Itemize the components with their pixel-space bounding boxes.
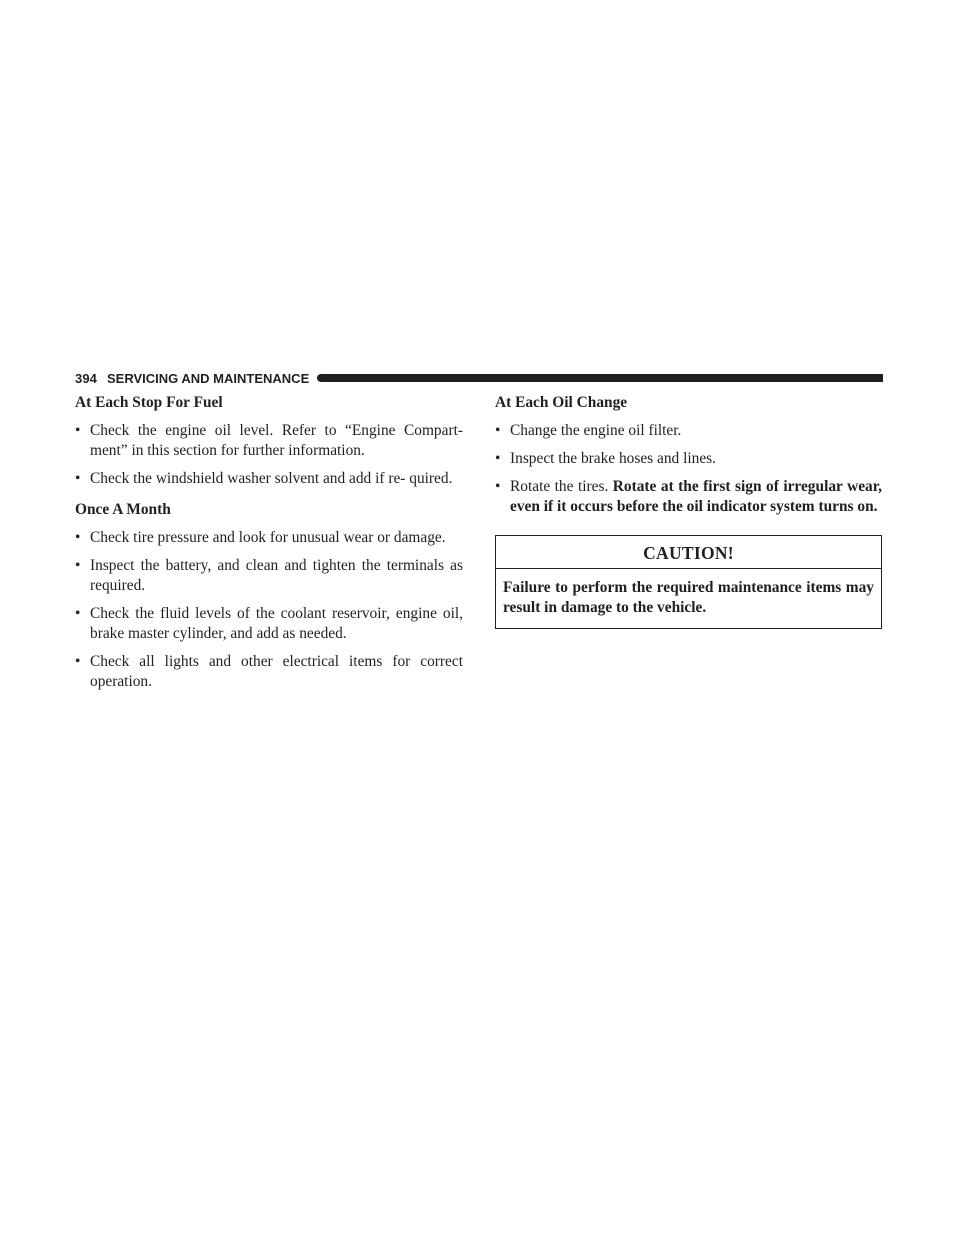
list-item xyxy=(75,604,463,644)
page-number: 394 xyxy=(75,370,97,386)
oil-change-list xyxy=(495,421,882,517)
bullet-icon: • xyxy=(75,529,81,546)
rotate-lead-text: Rotate the tires. xyxy=(510,478,609,495)
list-item xyxy=(495,449,882,469)
list-item xyxy=(75,556,463,596)
bullet-icon: • xyxy=(75,470,81,487)
right-column xyxy=(495,393,882,629)
list-item xyxy=(75,652,463,692)
header-rule xyxy=(317,374,883,382)
list-item-text: Check the engine oil level. Refer to “Engine Compart- ment” in this section for further information. xyxy=(90,422,463,459)
caution-title: CAUTION! xyxy=(496,536,881,569)
bullet-icon: • xyxy=(495,478,501,495)
list-item-text: Inspect the battery, and clean and tighten the terminals as required. xyxy=(90,557,463,594)
list-item xyxy=(75,469,463,489)
list-item xyxy=(495,421,882,441)
bullet-icon: • xyxy=(75,557,81,574)
bullet-icon: • xyxy=(75,653,81,670)
rotate-emphasis-text: Rotate at the first sign of irregular wear, even if it occurs before the oil indicator system turns on. xyxy=(510,478,882,515)
list-item-text: Check tire pressure and look for unusual wear or damage. xyxy=(90,529,446,546)
section-title: SERVICING AND MAINTENANCE xyxy=(107,370,310,386)
list-item-text: Check the fluid levels of the coolant reservoir, engine oil, brake master cylinder, and add as needed. xyxy=(90,605,463,642)
bullet-icon: • xyxy=(495,422,501,439)
caution-body: Failure to perform the required maintenance items may result in damage to the vehicle. xyxy=(503,579,874,616)
list-item xyxy=(75,528,463,548)
page-header xyxy=(75,370,883,386)
list-item-text: Check all lights and other electrical items for correct operation. xyxy=(90,653,463,690)
list-item xyxy=(495,477,882,517)
bullet-icon: • xyxy=(75,605,81,622)
bullet-icon: • xyxy=(495,450,501,467)
monthly-list xyxy=(75,528,463,692)
list-item xyxy=(75,421,463,461)
list-item-text: Check the windshield washer solvent and add if re- quired. xyxy=(90,470,453,487)
heading-fuel-stop: At Each Stop For Fuel xyxy=(75,394,223,411)
heading-oil-change: At Each Oil Change xyxy=(495,394,628,411)
left-column xyxy=(75,393,463,700)
fuel-stop-list xyxy=(75,421,463,489)
list-item-text: Change the engine oil filter. xyxy=(510,422,682,439)
list-item-text: Inspect the brake hoses and lines. xyxy=(510,450,717,467)
bullet-icon: • xyxy=(75,422,81,439)
heading-monthly: Once A Month xyxy=(75,501,171,518)
caution-box xyxy=(495,535,882,629)
